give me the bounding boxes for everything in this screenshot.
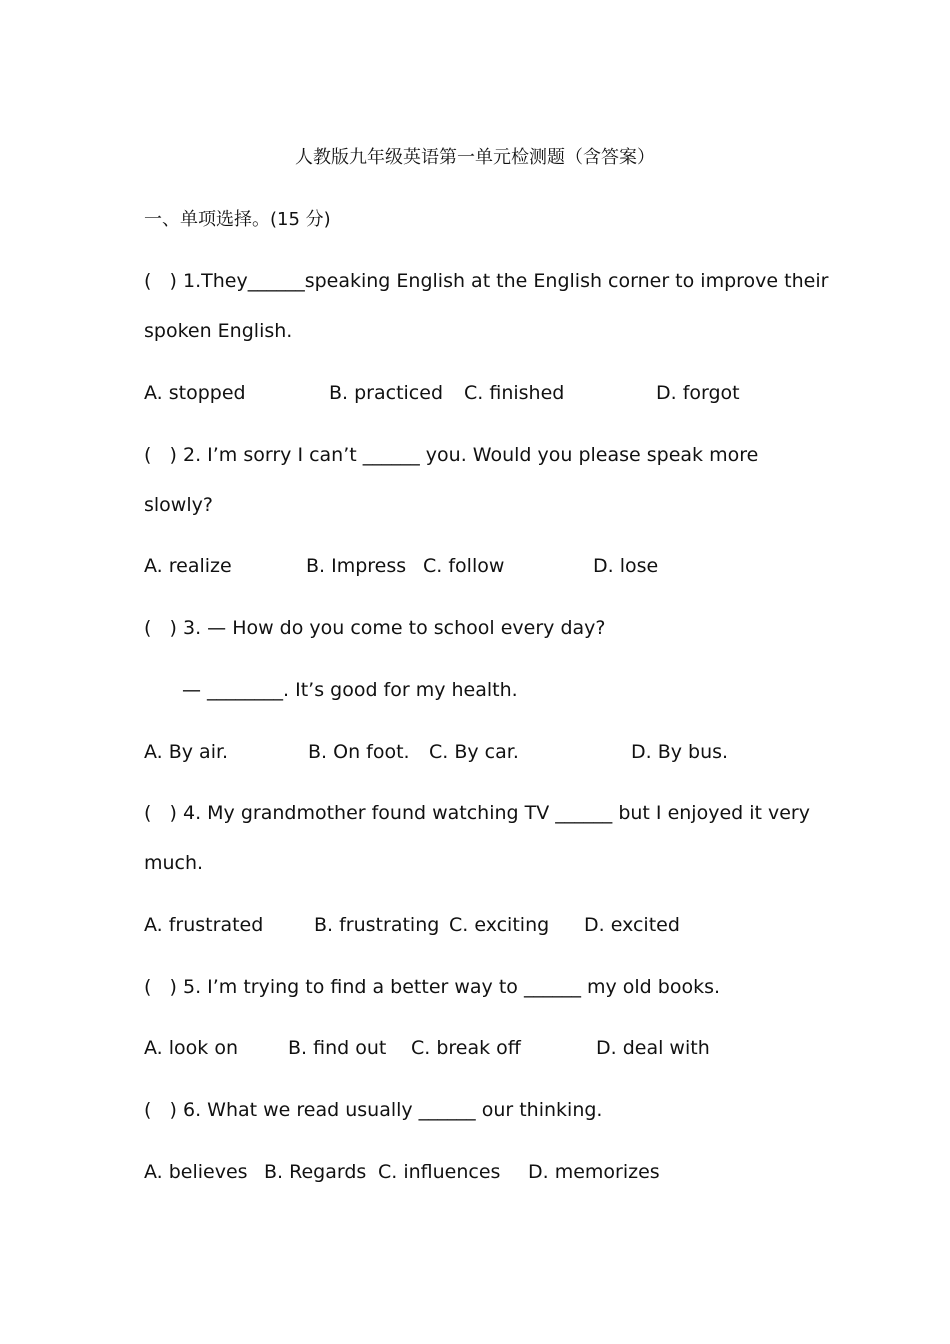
- question-6-option-b: B. Regards: [264, 1161, 367, 1183]
- question-5-line-1: ( ) 5. I’m trying to find a better way to ______ my old books.: [144, 976, 721, 998]
- question-1-option-c: C. finished: [464, 382, 565, 404]
- question-6-option-a: A. believes: [144, 1161, 248, 1183]
- question-5-option-b: B. find out: [288, 1037, 387, 1059]
- question-3-option-a: A. By air.: [144, 741, 229, 763]
- question-4-line-1: ( ) 4. My grandmother found watching TV ______ but I enjoyed it very: [144, 802, 810, 824]
- question-4-option-a: A. frustrated: [144, 914, 264, 936]
- question-4-option-c: C. exciting: [449, 914, 550, 936]
- question-4-option-d: D. excited: [584, 914, 680, 936]
- question-2-option-c: C. follow: [423, 555, 505, 577]
- question-2-line-1: ( ) 2. I’m sorry I can’t ______ you. Would you please speak more: [144, 444, 759, 466]
- question-5-option-a: A. look on: [144, 1037, 238, 1059]
- question-3-option-d: D. By bus.: [631, 741, 729, 763]
- question-3-option-c: C. By car.: [429, 741, 519, 763]
- question-6-line-1: ( ) 6. What we read usually ______ our thinking.: [144, 1099, 603, 1121]
- question-2-line-2: slowly?: [144, 494, 213, 516]
- question-5-option-d: D. deal with: [596, 1037, 710, 1059]
- question-2-option-d: D. lose: [593, 555, 659, 577]
- question-1-option-d: D. forgot: [656, 382, 740, 404]
- question-5-option-c: C. break off: [411, 1037, 521, 1059]
- question-6-option-c: C. influences: [378, 1161, 501, 1183]
- document-title: 人教版九年级英语第一单元检测题（含答案）: [295, 147, 655, 168]
- question-2-option-a: A. realize: [144, 555, 232, 577]
- question-3-line-2: — ________. It’s good for my health.: [182, 679, 518, 701]
- question-1-option-a: A. stopped: [144, 382, 246, 404]
- section-heading: 一、单项选择。(15 分): [144, 209, 331, 230]
- question-2-option-b: B. Impress: [306, 555, 407, 577]
- question-6-option-d: D. memorizes: [528, 1161, 660, 1183]
- question-4-line-2: much.: [144, 852, 204, 874]
- question-1-line-1: ( ) 1.They______speaking English at the English corner to improve their: [144, 270, 829, 292]
- question-3-option-b: B. On foot.: [308, 741, 410, 763]
- question-3-line-1: ( ) 3. — How do you come to school every day?: [144, 617, 606, 639]
- question-1-line-2: spoken English.: [144, 320, 293, 342]
- question-1-option-b: B. practiced: [329, 382, 443, 404]
- question-4-option-b: B. frustrating: [314, 914, 440, 936]
